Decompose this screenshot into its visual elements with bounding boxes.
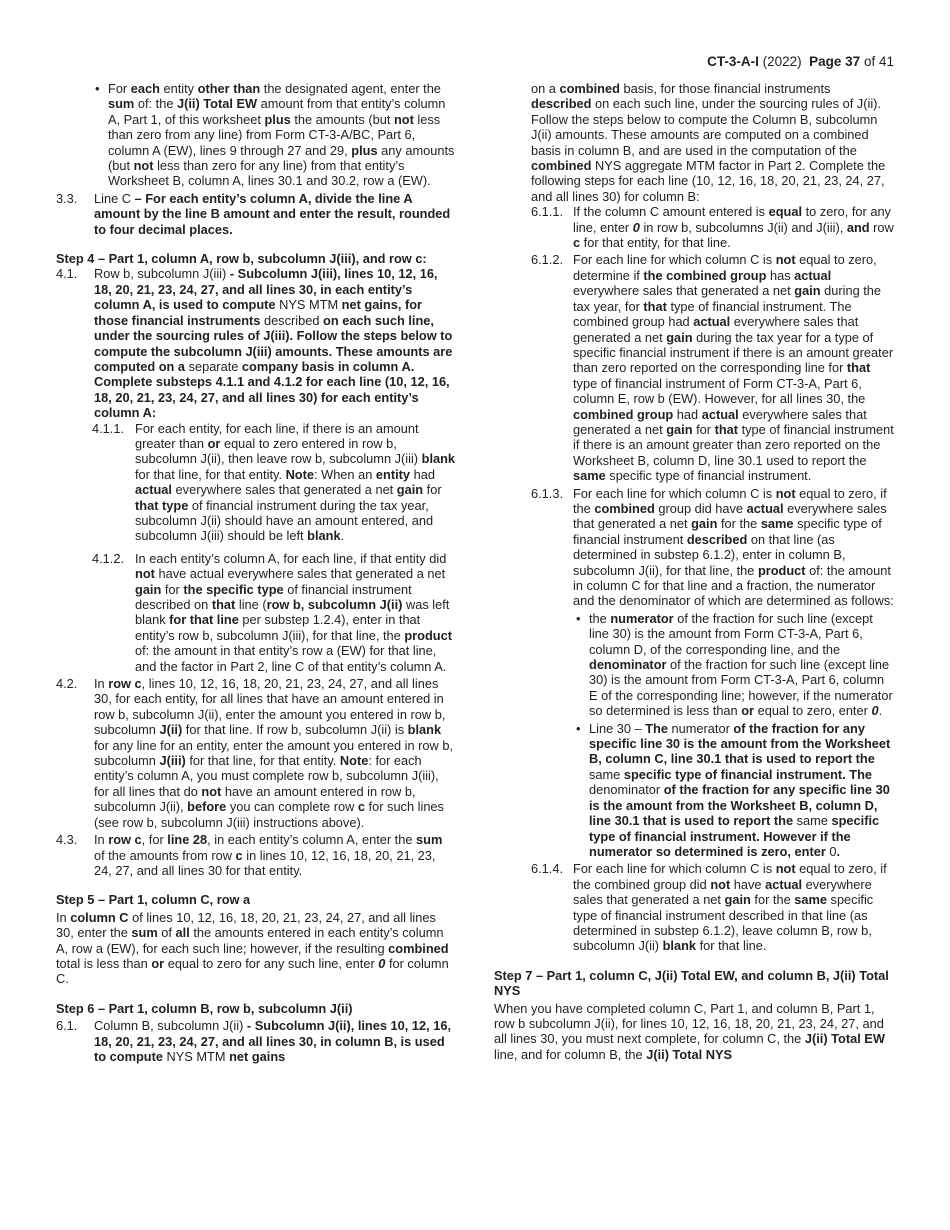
bold-term: Note: [339, 753, 369, 769]
step-6-1-continued: on a combined basis, for those financial instruments described on each such line, under the sourcing rules of J(ii). Follow the steps below to compute the Column B, subcolumn J(ii) amounts. These amounts are computed on a combined basis in column B, and are used in the computation of the combined NYS aggregate MTM factor in Part 2. Complete the following steps for each line (10, 12, 16, 18, 20, 21, 23, 24, 27, and all lines 30) for column B:: [531, 81, 886, 204]
bold-term: numerator: [610, 610, 674, 626]
bold-term: plus: [264, 111, 291, 127]
bold-term: sum: [108, 96, 135, 112]
bold-term: not: [133, 158, 154, 174]
bold-term: gain: [666, 421, 693, 437]
bold-term: c: [573, 235, 581, 251]
bold-term: blank: [662, 938, 697, 954]
bullet-text: Line 30 – The numerator of the fraction for any specific line 30 is the amount from the Worksheet B, column C, line 30.1 that is used to report the same specific type of financial instrument. The denominator of the fraction for any specific line 30 is the amount from the Worksheet B, column D, line 30.1 that is used to report the same specific type of financial instrument. However if the numerator so determined is zero, enter 0.: [589, 720, 891, 859]
item-number: 6.1.1.: [531, 204, 564, 220]
bold-term: denominator: [589, 657, 667, 673]
bold-term: actual: [135, 482, 172, 498]
bold-term: J(ii) Total EW: [177, 96, 258, 112]
step-6-1-1: [531, 204, 894, 250]
item-number: 4.1.2.: [92, 550, 125, 566]
bold-term: row c: [108, 676, 142, 692]
bold-term: The: [641, 720, 672, 736]
bold-term: c: [357, 799, 365, 815]
bullet-icon: •: [576, 610, 581, 626]
bold-term: company basis in column A. Complete substeps 4.1.1 and 4.1.2 for each line (10, 12, 16, 18, 20, 21, 23, 24, 27, and all lines 30) for each entity’s column A:: [94, 358, 450, 421]
bold-term: product: [404, 627, 452, 643]
bold-term: actual: [693, 314, 731, 330]
bold-term: and: [846, 219, 870, 235]
bold-term: blank: [407, 722, 442, 738]
bold-term: combined: [531, 158, 592, 174]
step-7-heading: Step 7 – Part 1, column C, J(ii) Total EW, and column B, J(ii) Total NYS: [494, 967, 889, 999]
bold-term: the combined group: [643, 267, 767, 283]
bold-term: not: [775, 485, 796, 501]
bullet-icon: •: [576, 720, 581, 736]
step-4-heading: Step 4 – Part 1, column A, row b, subcolumn J(iii), and row c:: [56, 251, 427, 267]
bold-term: all: [175, 925, 190, 941]
item-text: Column B, subcolumn J(ii) - Subcolumn J(ii), lines 10, 12, 16, 18, 20, 21, 23, 24, 27, and all lines 30, in column B, is used to compute NYS MTM net gains: [94, 1018, 452, 1064]
item-text: In row c, lines 10, 12, 16, 18, 20, 21, 23, 24, 27, and all lines 30, for each entity, for all lines that have an amount entered in row b, subcolumn J(ii), enter the amount you entered in row b, subcolumn J(ii) for that line. If row b, subcolumn J(ii) is blank for any line for an entity, enter the amount you entered in row b, subcolumn J(iii) for that line, for that entity. Note: for each entity’s column A, you must complete row b, subcolumn J(iii), for all lines that do not have an amount entered in row b, subcolumn J(ii), before you can complete row c for such lines (see row b, subcolumn J(iii) instructions above).: [94, 676, 453, 830]
bold-term: actual: [794, 267, 832, 283]
item-text: For each line for which column C is not equal to zero, if the combined group did not have actual everywhere sales that generated a net gain for the same specific type of financial instrument described in that line (as determined in substep 6.1.2), leave column B, row b, subcolumn J(ii) blank for that line.: [573, 861, 887, 954]
bold-term: of the fraction for any specific line 30 is the amount from the Worksheet B, column C, line 30.1 that is used to report the: [589, 720, 891, 767]
bold-term: combined: [594, 500, 655, 516]
bold-term: equal: [768, 204, 803, 220]
bold-term: that type: [135, 497, 189, 513]
bold-term: combined group: [573, 406, 674, 422]
step-3-3: [56, 191, 456, 237]
bold-term: that: [714, 421, 739, 437]
bullet-numerator: [573, 611, 894, 719]
bold-term: for that line: [169, 612, 239, 628]
bold-term: described: [531, 96, 592, 112]
item-number: 4.2.: [56, 676, 78, 692]
bold-term: not: [135, 566, 155, 582]
bold-term: blank: [307, 528, 341, 544]
bold-term: gain: [691, 516, 718, 532]
bold-term: or: [741, 703, 755, 719]
bold-term: J(iii): [159, 753, 186, 769]
bold-term: net gains: [225, 1048, 286, 1064]
bold-term: net gains, for those financial instruments: [94, 297, 423, 328]
bold-term: that: [846, 360, 871, 376]
bold-term: c: [235, 847, 243, 863]
bullet-icon: •: [95, 81, 100, 96]
bold-term: same: [760, 516, 794, 532]
step-7-text: When you have completed column C, Part 1, and column B, Part 1, row b subcolumn J(ii), for lines 10, 12, 16, 18, 20, 21, 23, 24, 27, and all lines 30, you must next complete, for column C, the J(ii) Total EW line, and for column B, the J(ii) Total NYS: [494, 1000, 885, 1062]
bold-term: J(ii) Total NYS: [646, 1046, 733, 1062]
step-4-3: [56, 832, 456, 878]
bold-term: blank: [421, 451, 456, 467]
step-4-1: [56, 266, 456, 420]
bold-term: not: [775, 861, 796, 877]
page-header: [707, 54, 894, 69]
page-number: Page 37: [809, 54, 861, 69]
bold-term: plus: [351, 142, 378, 158]
bold-term: or: [207, 435, 221, 451]
bold-term: J(ii) Total EW: [804, 1031, 885, 1047]
bold-term: actual: [701, 406, 739, 422]
bold-term: – For each entity’s column A, divide the line A amount by the line B amount and enter the result, rounded to four decimal places.: [94, 190, 451, 237]
item-text: For each line for which column C is not equal to zero, determine if the combined group has actual everywhere sales that generated a net gain during the tax year, for that type of financial instrument. The combined group had actual everywhere sales that generated a net gain during the tax year for a type of specific financial instrument if there is an amount greater than zero reported on the corresponding line for that type of financial instrument of Form CT-3-A, Part 6, column E, row b (EW). However, for all lines 30, the combined group had actual everywhere sales that generated a net gain for that type of financial instrument if there is an amount greater than zero reported on the Worksheet B, column D, line 30.1 used to report the same specific type of financial instrument.: [573, 252, 894, 484]
bold-term: .: [836, 843, 841, 859]
bold-term: gain: [396, 482, 424, 498]
bold-term: not: [393, 111, 414, 127]
bold-term: described: [686, 531, 748, 547]
step-5-text: In column C of lines 10, 12, 16, 18, 20, 21, 23, 24, 27, and all lines 30, enter the sum of all the amounts entered in each entity’s column A, row a (EW), for each such line; however, if the resulting combined total is less than or equal to zero for any such line, enter 0 for column C.: [56, 909, 449, 987]
bold-term: not: [775, 252, 796, 268]
item-number: 4.3.: [56, 832, 78, 848]
item-number: 4.1.: [56, 266, 78, 282]
bold-term: other than: [197, 81, 261, 96]
bold-term: 0: [378, 955, 386, 971]
item-text: If the column C amount entered is equal to zero, for any line, enter 0 in row b, subcolumns J(ii) and J(iii), and row c for that entity, for that line.: [573, 204, 894, 251]
item-text: Line C – For each entity’s column A, divide the line A amount by the line B amount and enter the result, rounded to four decimal places.: [94, 190, 451, 237]
bold-term: - Subcolumn J(ii), lines 10, 12, 16, 18, 20, 21, 23, 24, 27, and all lines 30, in column B, is used to compute: [94, 1018, 452, 1064]
bold-term: not: [201, 783, 222, 799]
form-year: (2022): [762, 54, 802, 69]
bold-term: combined: [388, 940, 449, 956]
step-4-2: [56, 676, 456, 830]
bold-term: the specific type: [183, 581, 284, 597]
item-number: 6.1.3.: [531, 485, 564, 501]
bold-term: 0: [871, 703, 879, 719]
bold-term: before: [187, 799, 227, 815]
bold-term: gain: [135, 581, 162, 597]
bold-term: actual: [746, 500, 784, 516]
item-text: Row b, subcolumn J(iii) - Subcolumn J(iii), lines 10, 12, 16, 18, 20, 21, 23, 24, 27, and all lines 30, in each entity’s column A, is used to compute NYS MTM net gains, for those financial instruments described on each such line, under the sourcing rules of J(iii). Follow the steps below to compute the subcolumn J(iii) amounts. These amounts are computed on a separate company basis in column A. Complete substeps 4.1.1 and 4.1.2 for each line (10, 12, 16, 18, 20, 21, 23, 24, 27, and all lines 30) for each entity’s column A:: [94, 266, 453, 421]
bold-term: column C: [70, 909, 129, 925]
step-6-1-2: [531, 252, 894, 483]
bold-term: that: [211, 597, 236, 612]
bullet-line-30: [573, 721, 894, 860]
step-6-1: [56, 1018, 456, 1064]
bullet-text: the numerator of the fraction for such line (except line 30) is the amount from Form CT-3-A, Part 6, column D, of the corresponding line, and the denominator of the fraction for such line (except line 30) is the amount from Form CT-3-A, Part 6, column E of the corresponding line; however, if the numerator so determined is less than or equal to zero, enter 0.: [589, 610, 893, 719]
bold-term: that: [643, 298, 667, 314]
left-column: [56, 81, 456, 1064]
bold-term: same: [794, 892, 827, 908]
bold-term: row c: [108, 832, 142, 848]
bold-term: not: [710, 876, 731, 892]
page-total: of 41: [863, 54, 894, 69]
bold-term: or: [151, 955, 165, 971]
step-4-1-1: [92, 421, 456, 544]
bold-term: gain: [724, 892, 751, 908]
bullet-other-entities: [92, 81, 456, 189]
bold-term: sum: [131, 925, 158, 941]
bold-term: gain: [666, 329, 693, 345]
step-5-heading: Step 5 – Part 1, column C, row a: [56, 892, 251, 908]
item-number: 6.1.4.: [531, 861, 564, 877]
bold-term: row b, subcolumn J(ii): [266, 597, 403, 612]
bold-term: gain: [794, 283, 821, 299]
item-text: For each entity, for each line, if there is an amount greater than or equal to zero entered in row b, subcolumn J(ii), then leave row b, subcolumn J(iii) blank for that line, for that entity. Note: When an entity had actual everywhere sales that generated a net gain for that type of financial instrument during the tax year, subcolumn J(ii) should have an amount entered, and subcolumn J(iii) should be left blank.: [135, 420, 456, 544]
item-number: 6.1.2.: [531, 252, 564, 268]
item-number: 6.1.: [56, 1018, 78, 1034]
bold-term: same: [573, 468, 606, 484]
bold-term: product: [757, 562, 806, 578]
bold-term: on each such line, under the sourcing rules of J(iii). Follow the steps below to compute the subcolumn J(iii) amounts. These amounts are computed on a: [94, 312, 453, 374]
bold-term: sum: [416, 832, 443, 848]
bold-term: - Subcolumn J(iii), lines 10, 12, 16, 18, 20, 21, 23, 24, 27, and all lines 30, in each entity’s column A, is used to compute: [94, 266, 438, 313]
step-6-heading: Step 6 – Part 1, column B, row b, subcolumn J(ii): [56, 1000, 353, 1016]
step-4-1-2: [92, 551, 456, 674]
bold-term: specific type of financial instrument. However if the numerator so determined is zero, enter: [589, 813, 880, 859]
item-number: 4.1.1.: [92, 420, 125, 436]
item-number: 3.3.: [56, 190, 78, 206]
right-column: [494, 81, 894, 1062]
bold-term: Note: [285, 466, 314, 482]
bold-term: entity: [375, 466, 411, 482]
bold-term: of the fraction for any specific line 30 is the amount from the Worksheet B, column D, line 30.1 that is used to report the: [589, 782, 890, 829]
step-6-1-4: [531, 861, 894, 953]
bold-term: specific type of financial instrument. The: [620, 766, 873, 782]
bullet-text: For each entity other than the designated agent, enter the sum of: the J(ii) Total EW amount from that entity’s column A, Part 1, of this worksheet plus the amounts (but not less than zero from any line) from Form CT-3-A/BC, Part 6, column A (EW), lines 9 through 27 and 29, plus any amounts (but not less than zero for any line) from that entity’s Worksheet B, column A, lines 30.1 and 30.2, row a (EW).: [108, 81, 455, 189]
form-id: CT-3-A-I: [707, 54, 759, 69]
bold-term: J(ii): [159, 722, 183, 738]
bold-term: actual: [765, 876, 803, 892]
bold-term: 0: [632, 219, 640, 235]
bold-term: combined: [559, 81, 620, 96]
item-text: In each entity’s column A, for each line, if that entity did not have actual everywhere sales that generated a net gain for the specific type of financial instrument described on that line (row b, subcolumn J(ii) was left blank for that line per substep 1.2.4), enter in that entity’s row b, subcolumn J(iii), for that line, the product of: the amount in that entity’s row a (EW) for that line, and the factor in Part 2, line C of that entity’s column A.: [135, 550, 452, 674]
item-text: In row c, for line 28, in each entity’s column A, enter the sum of the amounts from row c in lines 10, 12, 16, 18, 20, 21, 23, 24, 27, and all lines 30 for that entity.: [94, 832, 443, 878]
step-6-1-3: [531, 486, 894, 609]
item-text: For each line for which column C is not equal to zero, if the combined group did have actual everywhere sales that generated a net gain for the same specific type of financial instrument described on that line (as determined in substep 6.1.2), enter in column B, subcolumn J(ii), for that line, the product of: the amount in column C for that line and a fraction, the numerator and the denominator of which are determined as follows:: [573, 485, 894, 609]
bold-term: line 28: [167, 832, 208, 848]
bold-term: each: [130, 81, 160, 96]
